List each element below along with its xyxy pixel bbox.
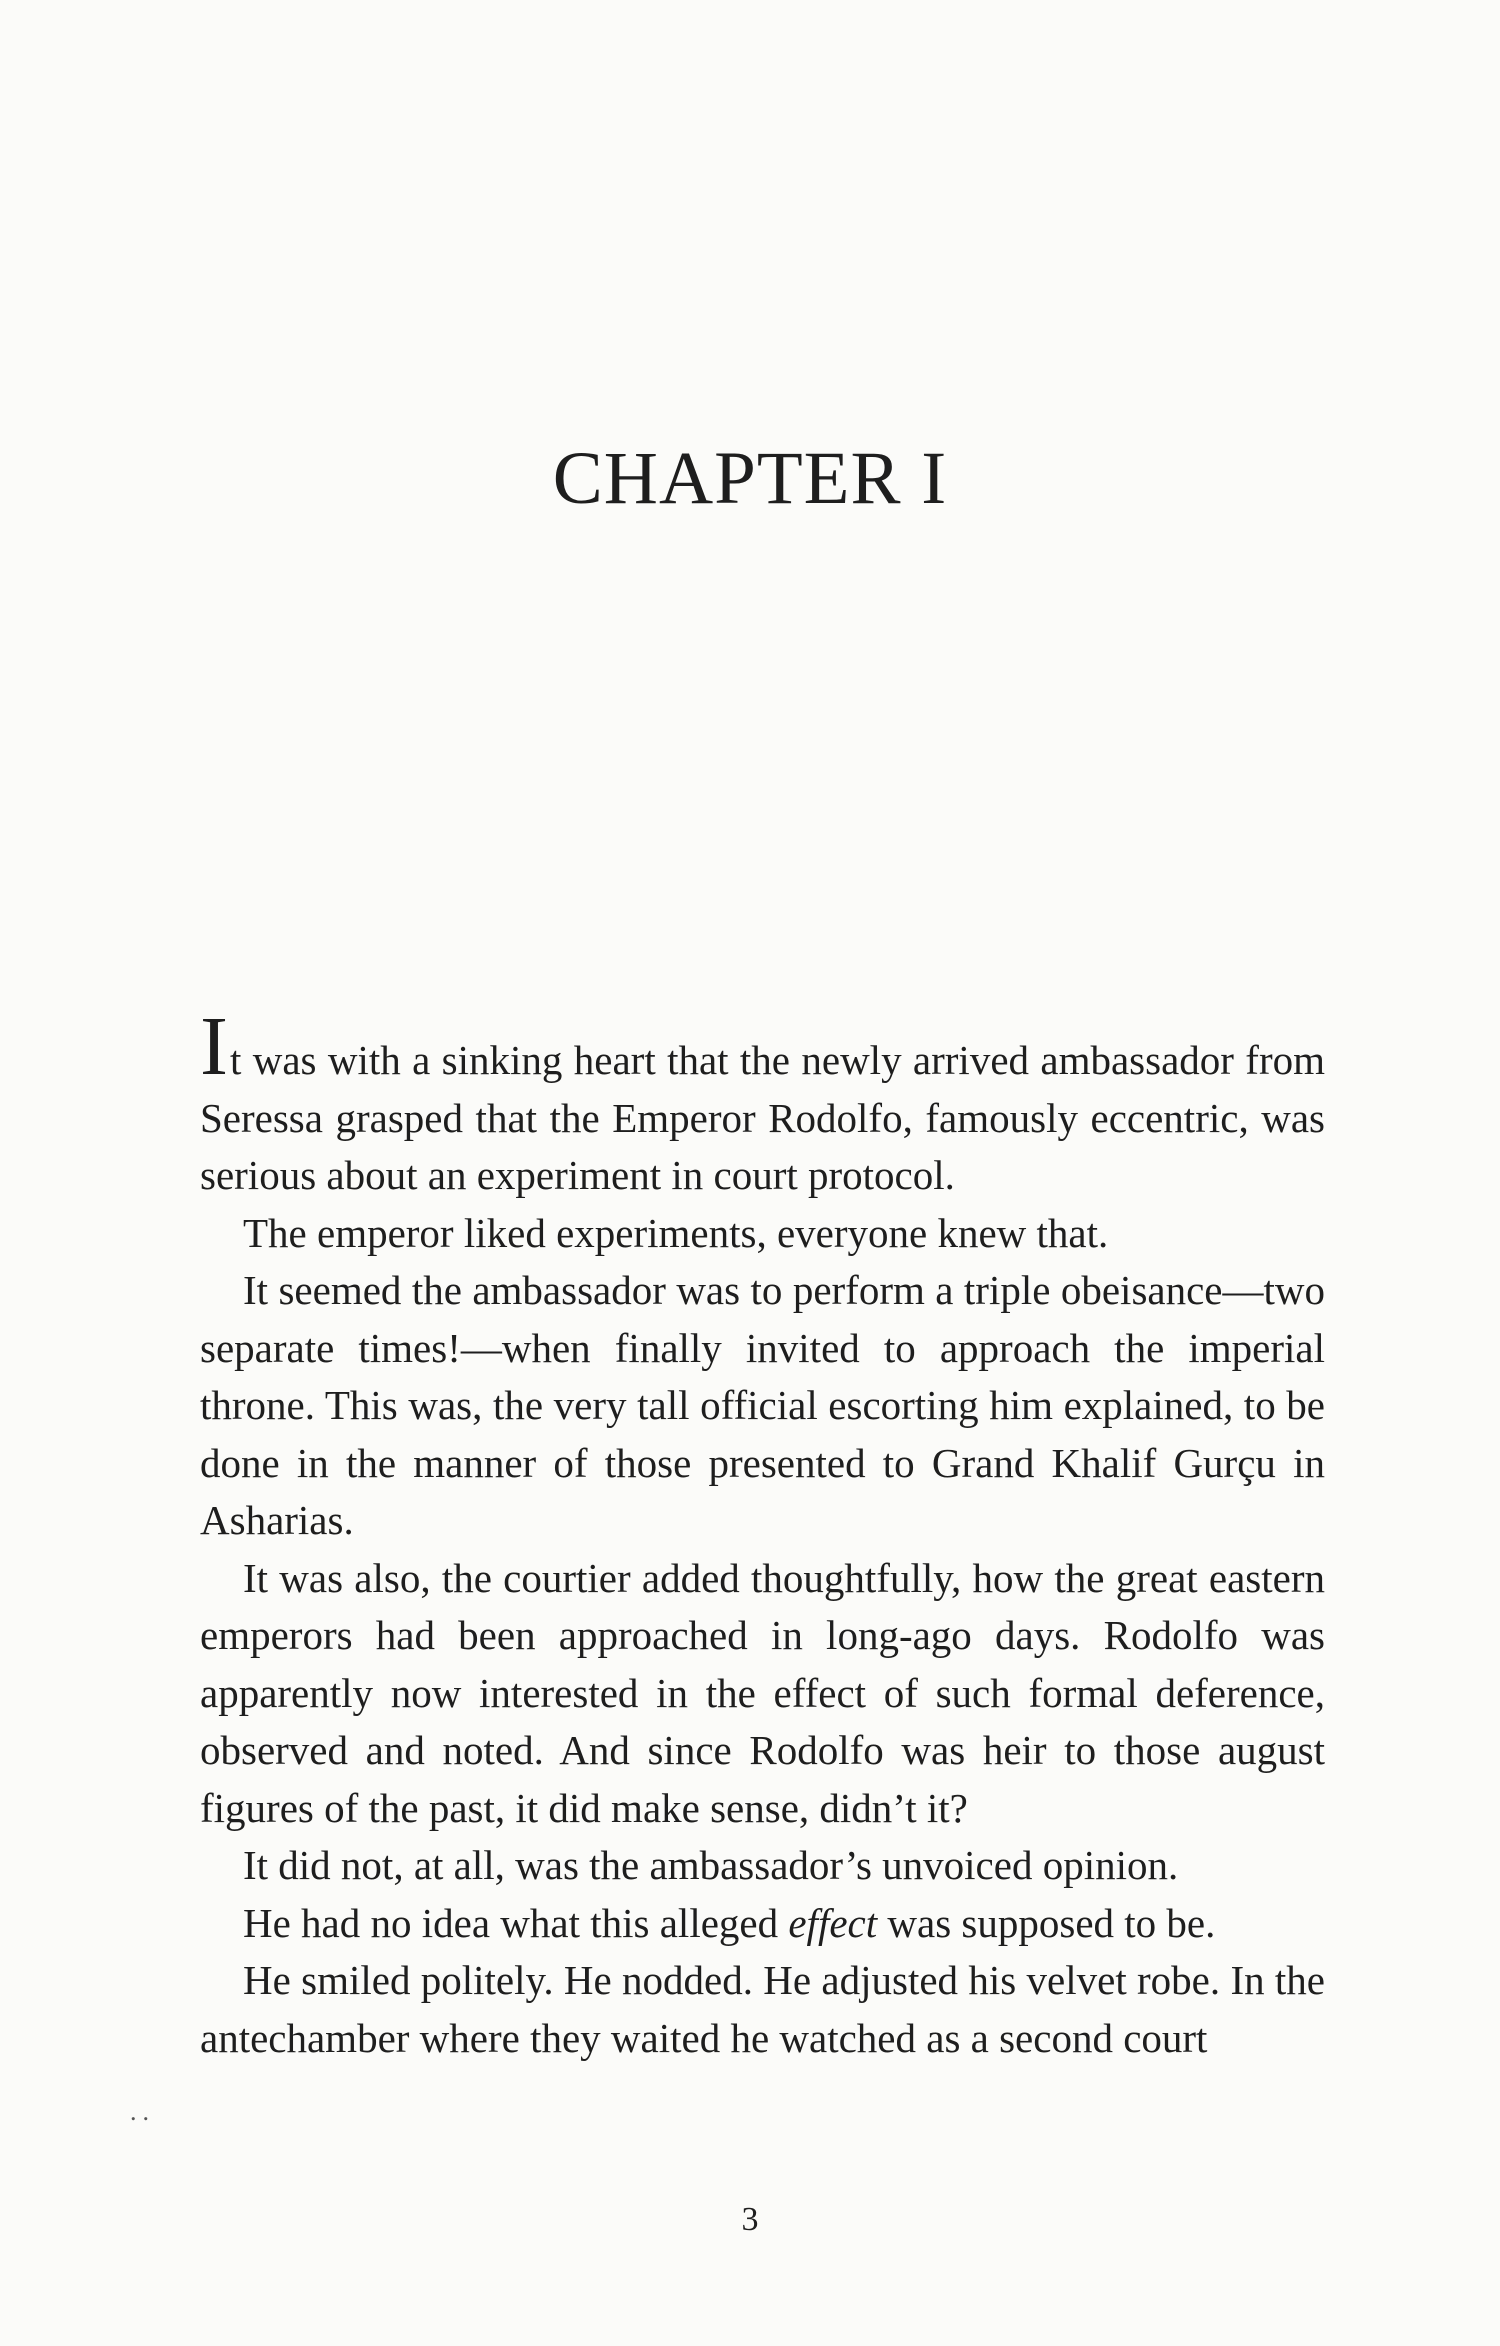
- paragraph-1: [200, 1000, 1325, 1205]
- paragraph-7: He smiled politely. He nodded. He adjusted his velvet robe. In the antechamber where they waited he watched as a second court: [200, 1957, 1325, 2061]
- body-text: [200, 1000, 1325, 2067]
- page-number: 3: [741, 2201, 759, 2238]
- paragraph-4: It was also, the courtier added thoughtfully, how the great eastern emperors had been approached in long-ago days. Rodolfo was apparently now interested in the effect of such formal deference, observed and noted. And since Rodolfo was heir to those august figures of the past, it did make sense, didn’t it?: [200, 1554, 1325, 1831]
- margin-marks: ..: [130, 2097, 155, 2126]
- paragraph-3: It seemed the ambassador was to perform a triple obeisance—two separate times!—when finally invited to approach the imperial throne. This was, the very tall official escorting him explained, to be done in the manner of those presented to Grand Khalif Gurçu in Asharias.: [200, 1267, 1325, 1543]
- paragraph-5: It did not, at all, was the ambassador’s unvoiced opinion.: [243, 1842, 1179, 1888]
- paragraph-2: The emperor liked experiments, everyone knew that.: [243, 1209, 1109, 1256]
- drop-cap: I: [200, 1000, 228, 1093]
- paragraph-1-text: t was with a sinking heart that the newly arrived ambassador from Seressa grasped that the Emperor Rodolfo, famously eccentric, was serious about an experiment in court protocol.: [200, 1037, 1325, 1198]
- paragraph-6: [200, 1895, 1325, 1953]
- chapter-title: CHAPTER I: [552, 437, 948, 520]
- paragraph-6-before: He had no idea what this alleged: [243, 1899, 789, 1946]
- paragraph-6-after: was supposed to be.: [877, 1899, 1216, 1946]
- paragraph-6-emphasis: effect: [788, 1899, 878, 1946]
